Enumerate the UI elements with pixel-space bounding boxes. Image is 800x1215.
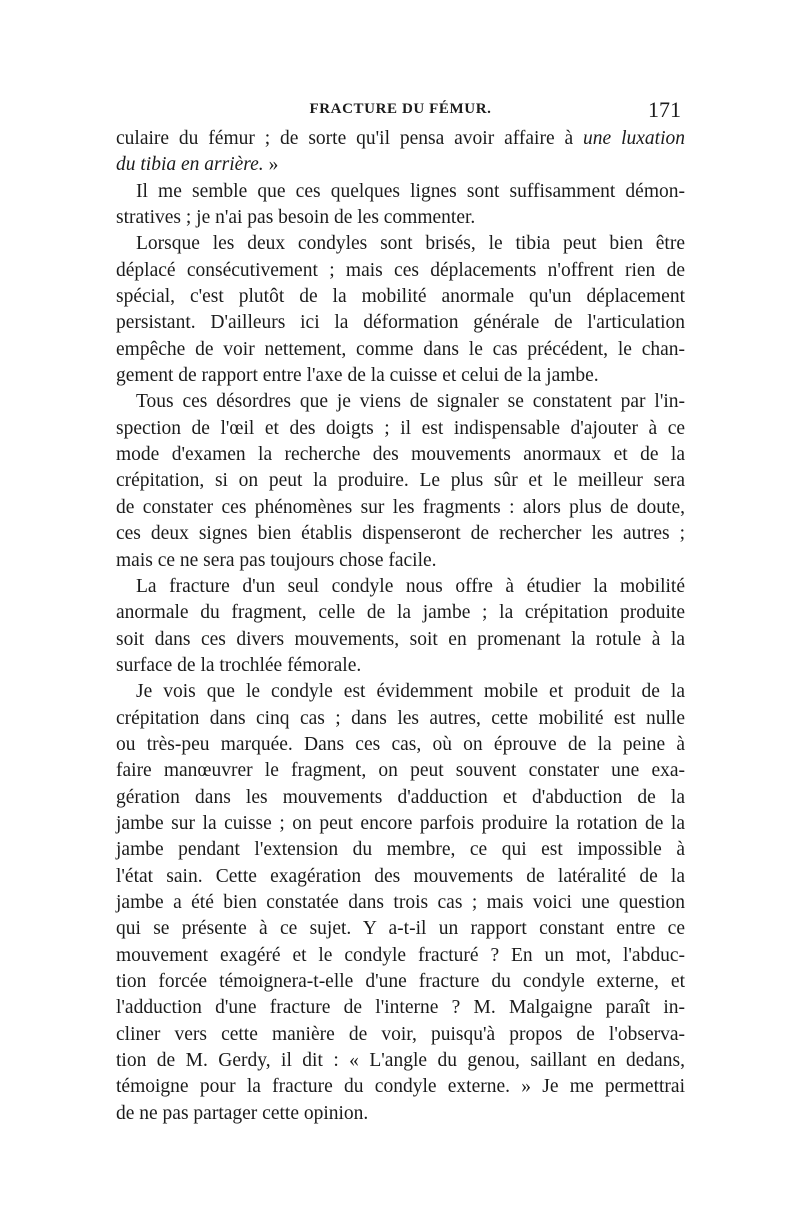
line-text: Je vois que le condyle est évidemment mobile et produit de la	[136, 681, 685, 703]
text-line	[116, 231, 685, 257]
line-text: Tous ces désordres que je viens de signaler se constatent par l'in-	[136, 391, 685, 413]
text-line	[116, 179, 685, 205]
line-text: spécial, c'est plutôt de la mobilité anormale qu'un déplacement	[116, 286, 685, 308]
line-text-after: »	[263, 154, 279, 176]
text-line	[116, 679, 685, 705]
text-line	[116, 995, 685, 1021]
line-text: surface de la trochlée fémorale.	[116, 654, 362, 676]
text-line	[116, 548, 685, 574]
line-text: persistant. D'ailleurs ici la déformation générale de l'articulation	[116, 312, 685, 334]
line-text: crépitation dans cinq cas ; dans les autres, cette mobilité est nulle	[116, 707, 685, 729]
line-text: ces deux signes bien établis dispenseront de rechercher les autres ;	[116, 523, 685, 545]
line-text: Il me semble que ces quelques lignes sont suffisamment démon-	[136, 180, 685, 202]
line-text: tion de M. Gerdy, il dit : « L'angle du genou, saillant en dedans,	[116, 1050, 685, 1072]
line-text: ou très-peu marquée. Dans ces cas, où on éprouve de la peine à	[116, 733, 685, 755]
line-italic-text: du tibia en arrière.	[116, 154, 264, 176]
line-text: qui se présente à ce sujet. Y a-t-il un rapport constant entre ce	[116, 918, 685, 940]
text-line	[116, 1074, 685, 1100]
text-line	[116, 310, 685, 336]
line-text: spection de l'œil et des doigts ; il est indispensable d'ajouter à ce	[116, 417, 685, 439]
text-line	[116, 152, 685, 178]
text-line	[116, 442, 685, 468]
line-text: mais ce ne sera pas toujours chose facile.	[116, 549, 437, 571]
line-text: soit dans ces divers mouvements, soit en promenant la rotule à la	[116, 628, 685, 650]
line-text: jambe a été bien constatée dans trois cas ; mais voici une question	[116, 891, 685, 913]
text-line	[116, 205, 685, 231]
line-text: empêche de voir nettement, comme dans le cas précédent, le chan-	[116, 338, 685, 360]
text-line	[116, 416, 685, 442]
text-line	[116, 811, 685, 837]
text-line	[116, 495, 685, 521]
line-text: de constater ces phénomènes sur les fragments : alors plus de doute,	[116, 496, 685, 518]
text-line	[116, 468, 685, 494]
running-head	[116, 97, 685, 121]
line-text: de ne pas partager cette opinion.	[116, 1102, 369, 1124]
text-line	[116, 706, 685, 732]
text-line	[116, 574, 685, 600]
line-italic-text: une luxation	[583, 128, 685, 149]
text-line	[116, 837, 685, 863]
line-text: l'état sain. Cette exagération des mouvements de latéralité de la	[116, 865, 685, 887]
text-line	[116, 363, 685, 389]
body-text	[116, 126, 685, 1127]
text-line	[116, 732, 685, 758]
line-text: cliner vers cette manière de voir, puisqu'à propos de l'observa-	[116, 1023, 685, 1045]
text-line	[116, 1048, 685, 1074]
line-text: jambe pendant l'extension du membre, ce qui est impossible à	[116, 839, 685, 861]
text-line	[116, 890, 685, 916]
line-text: l'adduction d'une fracture de l'interne ? M. Malgaigne paraît in-	[116, 997, 685, 1019]
text-line	[116, 627, 685, 653]
text-line	[116, 969, 685, 995]
text-line	[116, 864, 685, 890]
line-text: jambe sur la cuisse ; on peut encore parfois produire la rotation de la	[116, 812, 685, 834]
line-text: anormale du fragment, celle de la jambe ; la crépitation produite	[116, 602, 685, 624]
running-title: FRACTURE DU FÉMUR.	[309, 101, 492, 117]
line-text: culaire du fémur ; de sorte qu'il pensa avoir affaire à	[116, 128, 584, 149]
line-text: La fracture d'un seul condyle nous offre à étudier la mobilité	[136, 575, 685, 597]
line-text: gement de rapport entre l'axe de la cuisse et celui de la jambe.	[116, 365, 599, 387]
line-text: stratives ; je n'ai pas besoin de les commenter.	[116, 207, 476, 229]
text-line	[116, 337, 685, 363]
line-text: gération dans les mouvements d'adduction et d'abduction de la	[116, 786, 685, 808]
text-line	[116, 126, 685, 152]
line-text: témoigne pour la fracture du condyle externe. » Je me permettrai	[116, 1076, 685, 1098]
text-line	[116, 284, 685, 310]
text-line	[116, 389, 685, 415]
text-line	[116, 258, 685, 284]
text-line	[116, 653, 685, 679]
text-line	[116, 600, 685, 626]
text-line	[116, 785, 685, 811]
text-line	[116, 1022, 685, 1048]
text-line	[116, 916, 685, 942]
text-line	[116, 943, 685, 969]
line-text: mode d'examen la recherche des mouvements anormaux et de la	[116, 444, 685, 466]
line-text: faire manœuvrer le fragment, on peut souvent constater une exa-	[116, 760, 685, 782]
text-line	[116, 758, 685, 784]
page-number: 171	[648, 97, 681, 122]
line-text: Lorsque les deux condyles sont brisés, le tibia peut bien être	[136, 233, 685, 255]
line-text: crépitation, si on peut la produire. Le plus sûr et le meilleur sera	[116, 470, 685, 492]
line-text: tion forcée témoignera-t-elle d'une fracture du condyle externe, et	[116, 971, 685, 992]
line-text: mouvement exagéré et le condyle fracturé ? En un mot, l'abduc-	[116, 944, 685, 966]
text-line	[116, 1101, 685, 1127]
text-line	[116, 521, 685, 547]
line-text: déplacé consécutivement ; mais ces déplacements n'offrent rien de	[116, 259, 685, 281]
